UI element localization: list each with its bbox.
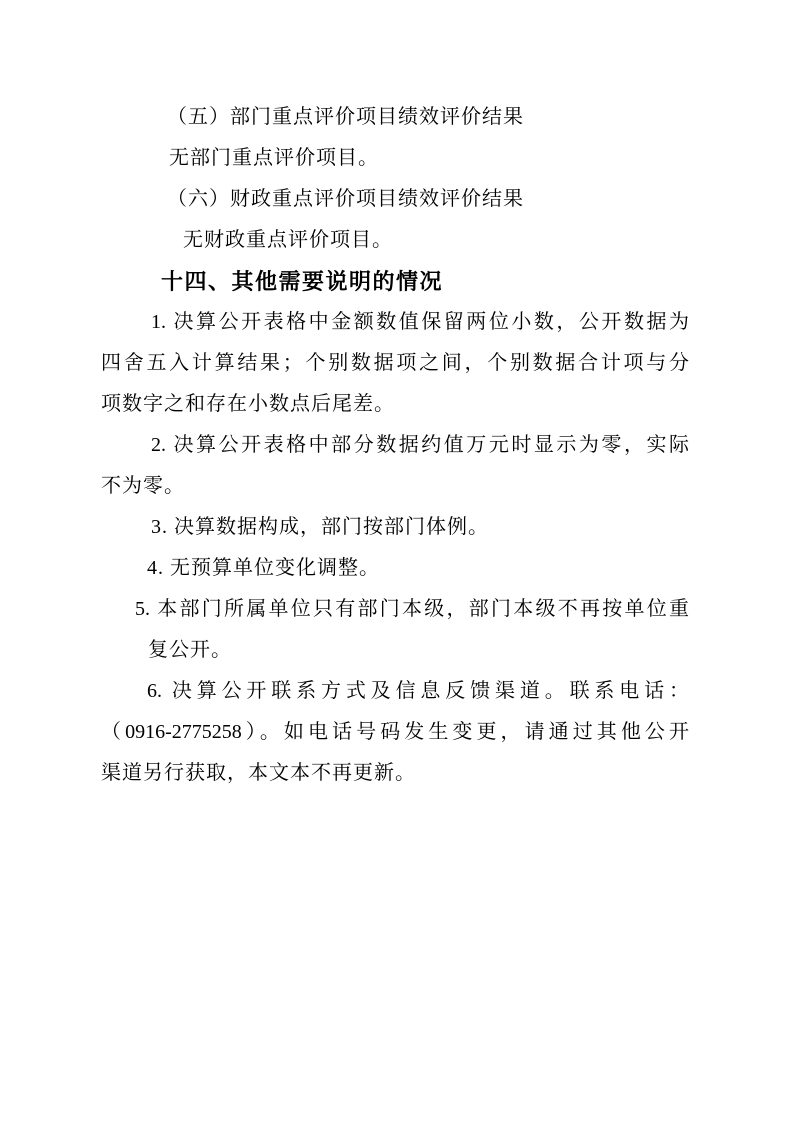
item-6-line-3: 渠道另行获取，本文本不再更新。 — [101, 762, 416, 784]
subheading-section-5: （五）部门重点评价项目绩效评价结果 — [167, 106, 524, 128]
item-6-line-2: （0916-2775258）。如电话号码发生变更，请通过其他公开 — [101, 721, 689, 743]
item-6-line-1: 6. 决算公开联系方式及信息反馈渠道。联系电话： — [147, 680, 689, 702]
item-5-line-1: 5. 本部门所属单位只有部门本级，部门本级不再按单位重 — [135, 598, 689, 620]
item-1-line-2: 四舍五入计算结果；个别数据项之间，个别数据合计项与分 — [101, 352, 689, 374]
item-5-line-2: 复公开。 — [148, 639, 232, 661]
heading-section-14: 十四、其他需要说明的情况 — [161, 269, 444, 294]
para-no-dept-project: 无部门重点评价项目。 — [169, 147, 379, 169]
item-1-line-3: 项数字之和存在小数点后尾差。 — [101, 393, 395, 415]
document-content — [101, 97, 689, 794]
para-no-fiscal-project: 无财政重点评价项目。 — [183, 229, 393, 251]
item-2-line-2: 不为零。 — [101, 475, 185, 497]
item-3-line-1: 3. 决算数据构成，部门按部门体例。 — [151, 516, 489, 538]
item-1-line-1: 1. 决算公开表格中金额数值保留两位小数，公开数据为 — [151, 311, 689, 333]
subheading-section-6: （六）财政重点评价项目绩效评价结果 — [167, 188, 524, 210]
item-2-line-1: 2. 决算公开表格中部分数据约值万元时显示为零，实际 — [151, 434, 689, 456]
item-4-line-1: 4. 无预算单位变化调整。 — [147, 557, 380, 579]
